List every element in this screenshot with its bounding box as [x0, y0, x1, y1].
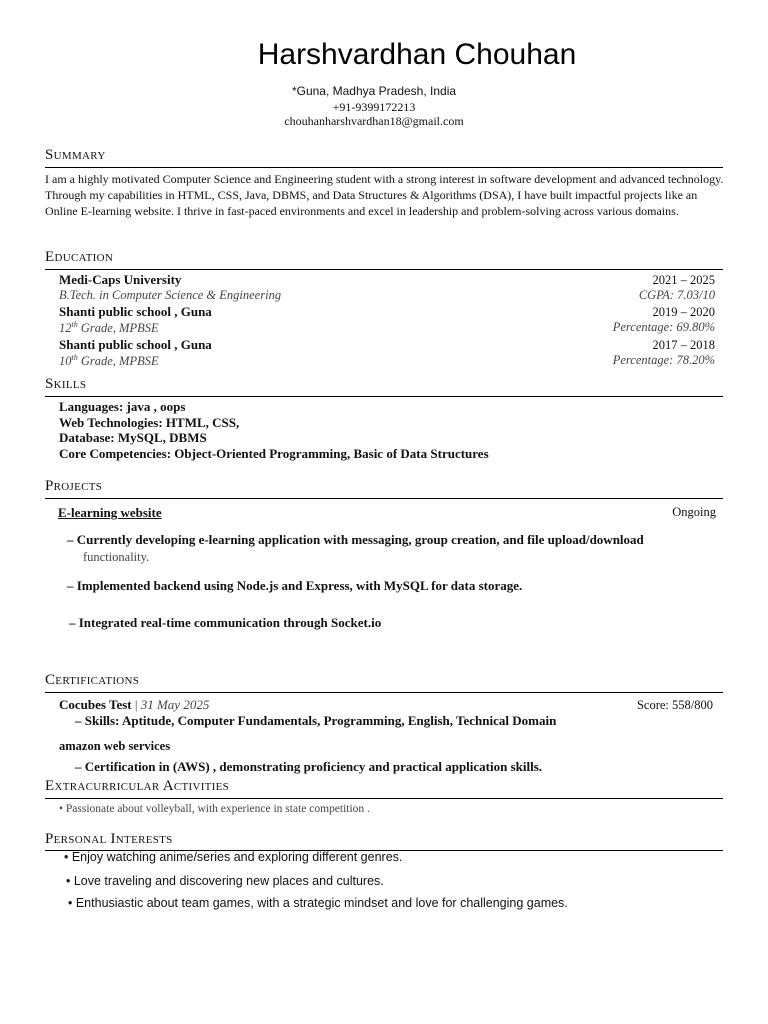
section-title-certifications: Certifications [45, 672, 140, 688]
location: *Guna, Madhya Pradesh, India [291, 84, 457, 98]
candidate-name: Harshvardhan Chouhan [257, 38, 577, 71]
extracurricular-item: • Passionate about volleyball, with experience in state competition . [59, 803, 370, 815]
section-divider [45, 498, 723, 499]
project-bullet-continuation: functionality. [83, 550, 150, 564]
section-title-summary: Summary [45, 147, 106, 163]
education-degree: 10th Grade, MPBSE [59, 353, 159, 369]
interest-item: • Enjoy watching anime/series and exploring different genres. [64, 850, 403, 864]
education-degree: B.Tech. in Computer Science & Engineering [59, 288, 282, 302]
project-name-link[interactable]: E-learning website [58, 505, 162, 520]
summary-text: I am a highly motivated Computer Science and Engineering student with a strong interest in software development and advanced technology. Through my capabilities in HTML, CSS, Java, DBMS, and Data Structures & Algorithms (DSA), I have built impactful projects like an Online E-learning website. I thrive in fast-paced environments and excel in leadership and problem-solving across various domains. [45, 172, 724, 218]
section-title-projects: Projects [45, 478, 103, 494]
section-title-skills: Skills [45, 376, 87, 392]
certification-header: Cocubes Test | 31 May 2025 [59, 697, 210, 712]
education-dates: 2017 – 2018 [652, 338, 715, 352]
section-divider [45, 798, 723, 799]
education-dates: 2019 – 2020 [652, 305, 715, 319]
phone: +91-9399172213 [332, 100, 416, 114]
skill-row: Database: MySQL, DBMS [59, 430, 207, 445]
education-school: Medi-Caps University [59, 272, 182, 287]
section-divider [45, 692, 723, 693]
section-title-extracurricular: Extracurricular Activities [45, 778, 230, 794]
section-divider [45, 269, 723, 270]
education-school: Shanti public school , Guna [59, 304, 212, 319]
certification-detail: – Certification in (AWS) , demonstrating proficiency and practical application skills. [75, 759, 543, 774]
interest-item: • Enthusiastic about team games, with a strategic mindset and love for challenging games. [68, 896, 568, 910]
certification-score: Score: 558/800 [636, 698, 713, 712]
project-bullet: – Currently developing e-learning application with messaging, group creation, and file upload/download [67, 532, 644, 547]
section-title-interests: Personal Interests [45, 831, 173, 847]
skill-row: Languages: java , oops [59, 399, 186, 414]
certification-provider: amazon web services [59, 739, 171, 753]
project-bullet: – Integrated real-time communication through Socket.io [69, 615, 382, 630]
project-bullet: – Implemented backend using Node.js and Express, with MySQL for data storage. [67, 578, 523, 593]
skill-row: Core Competencies: Object-Oriented Programming, Basic of Data Structures [59, 446, 489, 461]
education-dates: 2021 – 2025 [652, 273, 715, 287]
email[interactable]: chouhanharshvardhan18@gmail.com [284, 114, 464, 128]
education-degree: 12th Grade, MPBSE [59, 320, 159, 336]
project-status: Ongoing [672, 505, 716, 519]
interest-item: • Love traveling and discovering new places and cultures. [66, 874, 384, 888]
education-score: Percentage: 69.80% [612, 320, 715, 334]
education-school: Shanti public school , Guna [59, 337, 212, 352]
education-score: CGPA: 7.03/10 [638, 288, 715, 302]
education-score: Percentage: 78.20% [612, 353, 715, 367]
section-divider [45, 396, 723, 397]
certification-skills: – Skills: Aptitude, Computer Fundamentals, Programming, English, Technical Domain [75, 713, 557, 728]
section-title-education: Education [45, 249, 114, 265]
skill-row: Web Technologies: HTML, CSS, [59, 415, 240, 430]
section-divider [45, 167, 723, 168]
